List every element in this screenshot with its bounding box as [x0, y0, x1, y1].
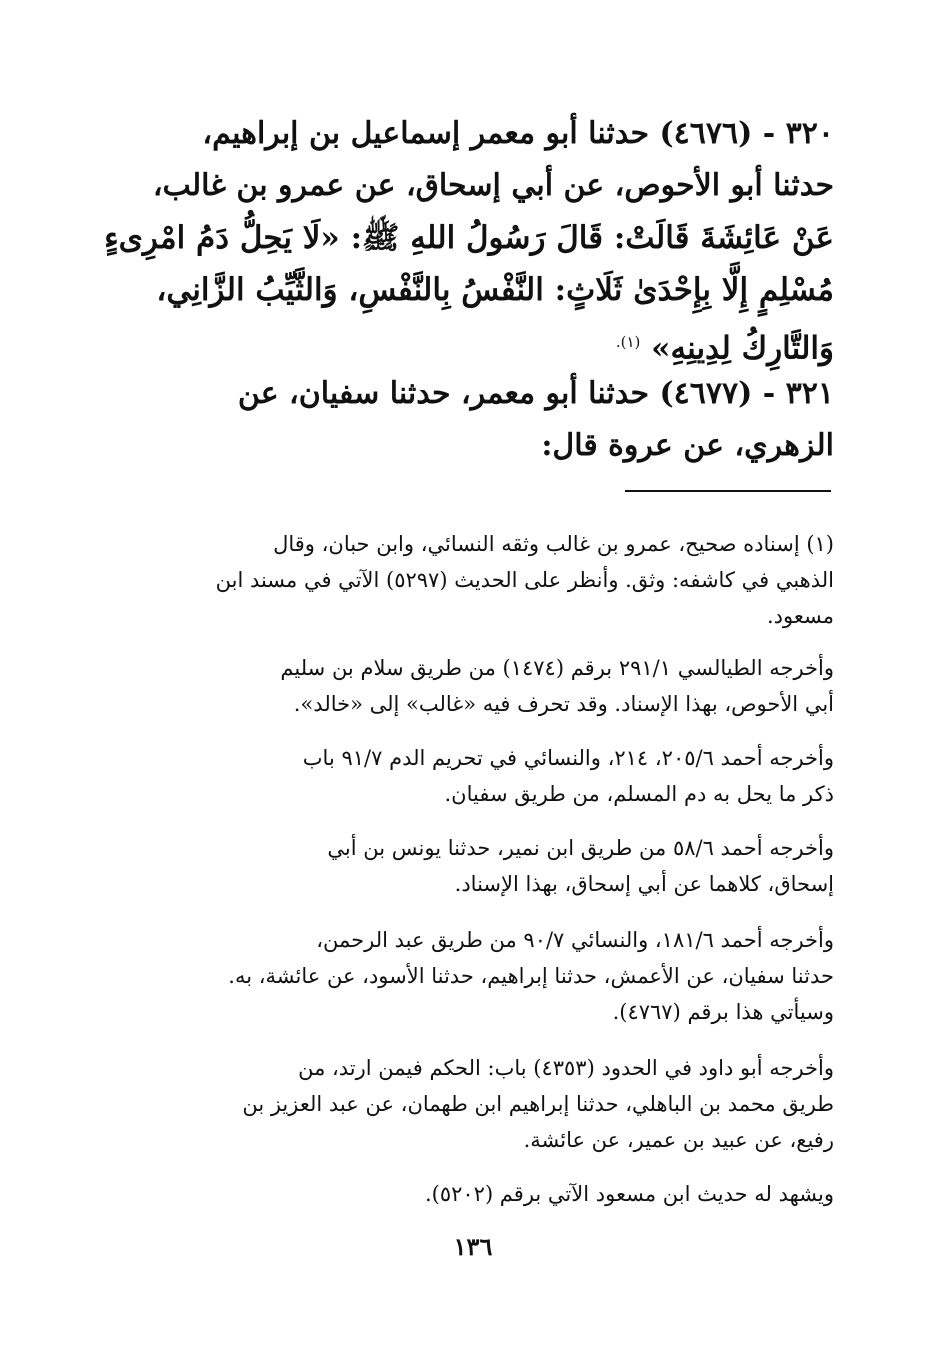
footnote-line: إسحاق، كلاهما عن أبي إسحاق، بهذا الإسناد. [454, 872, 834, 896]
footnote-line: (١) إسناده صحيح، عمرو بن غالب وثقه النسائي، وابن حبان، وقال [273, 532, 834, 556]
hadith-321 [132, 368, 834, 472]
footnote-paragraph-2 [132, 650, 834, 722]
footnote-line: ذكر ما يحل به دم المسلم، من طريق سفيان. [444, 782, 834, 806]
footnote-line: طريق محمد بن الباهلي، حدثنا إبراهيم ابن طهمان، عن عبد العزيز بن [242, 1092, 834, 1116]
hadith-320-line-1: ٣٢٠ - (٤٦٧٦) حدثنا أبو معمر إسماعيل بن إبراهيم، [202, 116, 834, 151]
footnote-separator [625, 490, 831, 492]
footnote-line: رفيع، عن عبيد بن عمير، عن عائشة. [523, 1128, 834, 1152]
footnote-paragraph-7 [132, 1176, 834, 1212]
hadith-320-matn-line-2: مُسْلِمٍ إِلَّا بِإِحْدَىٰ ثَلَاثٍ: النَّفْسُ بِالنَّفْسِ، وَالثَّيِّبُ الزَّانِي، [156, 272, 834, 308]
hadith-321-line-2: الزهري، عن عروة قال: [541, 428, 834, 463]
footnote-reference: (١). [615, 333, 641, 351]
footnote-line: وأخرجه أحمد ١٨١/٦، والنسائي ٩٠/٧ من طريق عبد الرحمن، [316, 928, 834, 952]
footnote-line: وأخرجه أحمد ٥٨/٦ من طريق ابن نمير، حدثنا يونس بن أبي [327, 836, 834, 860]
footnote-line: مسعود. [767, 604, 834, 628]
footnote-line: أبي الأحوص، بهذا الإسناد. وقد تحرف فيه «غالب» إلى «خالد». [293, 692, 834, 716]
hadith-320-matn-line-3 [132, 316, 834, 374]
hadith-320 [104, 108, 834, 374]
page-number: ١٣٦ [453, 1232, 493, 1261]
footnote-line: وسيأتي هذا برقم (٤٧٦٧). [612, 1000, 834, 1024]
footnote-line: وأخرجه أبو داود في الحدود (٤٣٥٣) باب: الحكم فيمن ارتد، من [298, 1056, 834, 1080]
hadith-321-line-1: ٣٢١ - (٤٦٧٧) حدثنا أبو معمر، حدثنا سفيان، عن [237, 376, 834, 411]
footnote-line: وأخرجه الطيالسي ٢٩١/١ برقم (١٤٧٤) من طريق سلام بن سليم [280, 656, 834, 680]
footnote-paragraph-6 [132, 1050, 834, 1158]
hadith-320-matn-end: وَالتَّارِكُ لِدِينِهِ» [651, 330, 834, 367]
footnote-paragraph-5 [132, 922, 834, 1030]
hadith-320-matn-line-1: عَنْ عَائِشَةَ قَالَتْ: قَالَ رَسُولُ اللهِ ﷺ: «لَا يَحِلُّ دَمُ امْرِىءٍ [104, 220, 834, 256]
footnote-paragraph-1 [132, 526, 834, 634]
hadith-320-line-2: حدثنا أبو الأحوص، عن أبي إسحاق، عن عمرو بن غالب، [152, 168, 834, 203]
footnote-line: ويشهد له حديث ابن مسعود الآتي برقم (٥٢٠٢). [424, 1182, 834, 1206]
footnote-line: الذهبي في كاشفه: وثق. وأنظر على الحديث (٥٢٩٧) الآتي في مسند ابن [215, 568, 834, 592]
footnote-line: وأخرجه أحمد ٢٠٥/٦، ٢١٤، والنسائي في تحريم الدم ٩١/٧ باب [302, 746, 834, 770]
footnote-paragraph-4 [132, 830, 834, 902]
footnote-line: حدثنا سفيان، عن الأعمش، حدثنا إبراهيم، حدثنا الأسود، عن عائشة، به. [228, 964, 834, 988]
footnote-paragraph-3 [132, 740, 834, 812]
